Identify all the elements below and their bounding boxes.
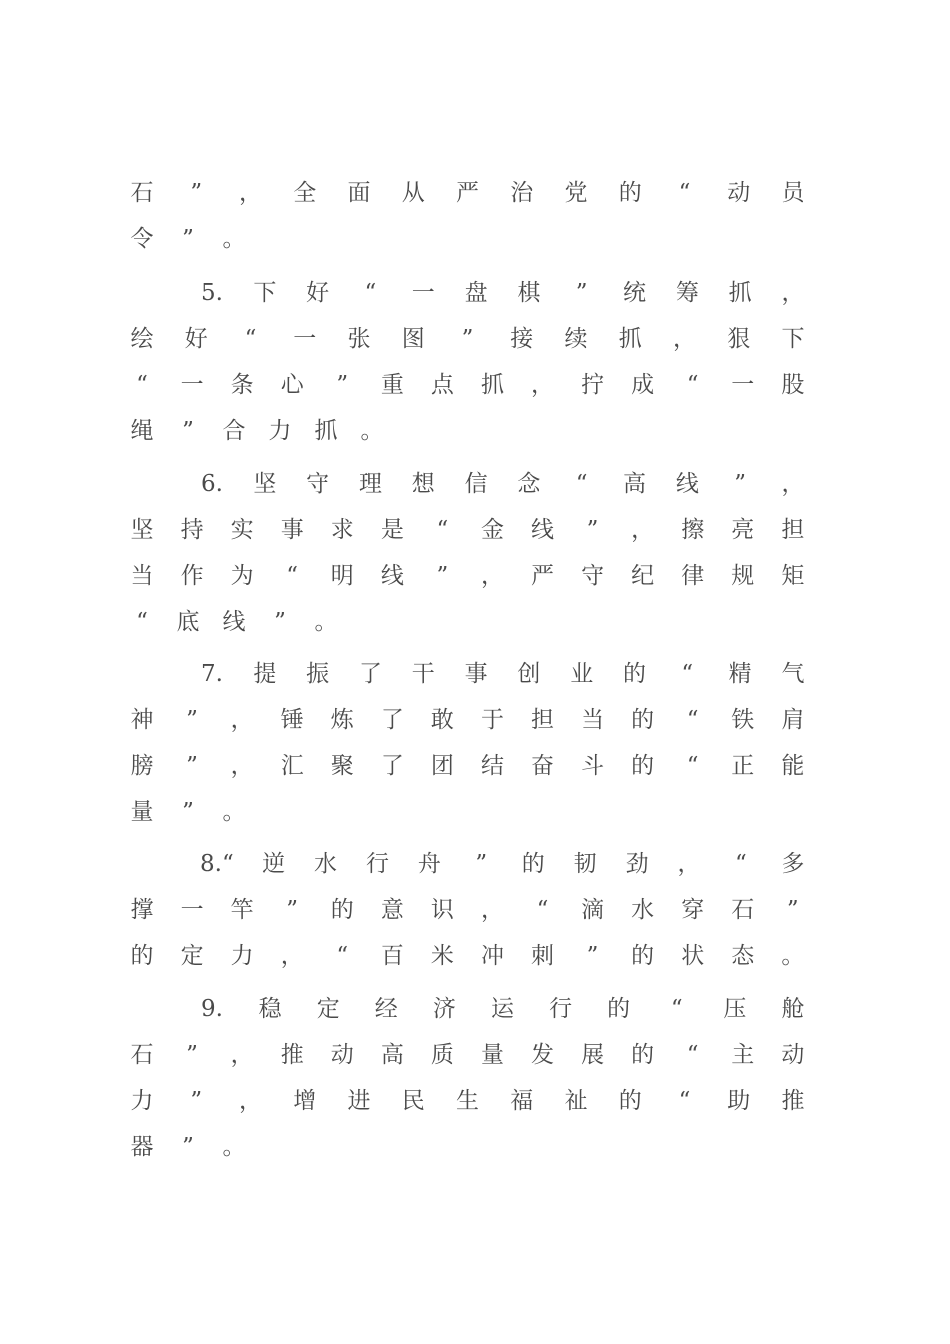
text-glyph: 增 <box>293 1088 317 1114</box>
paragraph-line <box>130 221 805 257</box>
text-glyph: 斗 <box>581 753 605 779</box>
text-glyph: ， <box>673 326 696 352</box>
text-glyph: 金 <box>480 517 504 543</box>
text-glyph: 水 <box>631 897 655 923</box>
text-glyph: 条 <box>230 372 254 398</box>
text-glyph: 石 <box>130 180 154 206</box>
paragraph-line <box>130 1129 805 1165</box>
text-glyph: 业 <box>570 661 594 687</box>
text-glyph: 穿 <box>681 897 705 923</box>
text-glyph: “ <box>336 943 349 969</box>
text-glyph: ， <box>631 517 655 543</box>
text-glyph: 律 <box>681 563 705 589</box>
text-glyph: ” <box>575 280 588 306</box>
text-glyph: 合 <box>222 418 246 444</box>
text-glyph: 了 <box>380 707 404 733</box>
paragraph-line <box>130 1037 805 1073</box>
text-glyph: ” <box>461 326 474 352</box>
text-glyph: 线 <box>380 563 404 589</box>
text-glyph: ， <box>531 372 554 398</box>
text-glyph: 张 <box>347 326 371 352</box>
paragraph-line <box>130 604 805 640</box>
text-glyph: 好 <box>306 280 330 306</box>
text-glyph: 抓 <box>314 418 338 444</box>
paragraph-line <box>130 938 805 974</box>
text-glyph: 抓 <box>728 280 752 306</box>
text-glyph: 员 <box>781 180 805 206</box>
paragraph-line <box>130 794 805 830</box>
text-glyph: 的 <box>618 1088 642 1114</box>
text-glyph: 筹 <box>675 280 699 306</box>
text-glyph: 线 <box>675 471 699 497</box>
text-glyph: ” <box>182 226 194 252</box>
text-glyph: 擦 <box>681 517 705 543</box>
text-glyph: 。 <box>781 943 805 969</box>
text-glyph: ” <box>186 707 198 733</box>
text-glyph: 生 <box>456 1088 479 1114</box>
text-glyph: 重 <box>380 372 404 398</box>
text-glyph: “ <box>575 471 588 497</box>
text-glyph: 为 <box>230 563 254 589</box>
text-glyph: ” <box>190 1088 203 1114</box>
text-glyph: 抓 <box>480 372 504 398</box>
text-glyph: 量 <box>480 1042 504 1068</box>
text-glyph: 求 <box>330 517 354 543</box>
text-glyph: ” <box>274 609 286 635</box>
text-glyph: ” <box>190 180 203 206</box>
text-glyph: 严 <box>531 563 554 589</box>
text-glyph: 。 <box>360 418 384 444</box>
text-glyph: ” <box>186 753 198 779</box>
text-glyph: 绘 <box>130 326 154 352</box>
text-glyph: 压 <box>723 996 747 1022</box>
text-glyph: ” <box>475 851 488 877</box>
text-glyph: 冲 <box>480 943 504 969</box>
text-glyph: 事 <box>280 517 304 543</box>
text-glyph: 气 <box>781 661 805 687</box>
text-glyph: 下 <box>781 326 805 352</box>
text-glyph: ” <box>586 517 599 543</box>
text-glyph: 一 <box>180 372 204 398</box>
text-glyph: 线 <box>222 609 246 635</box>
text-glyph: 创 <box>517 661 541 687</box>
text-glyph: ， <box>230 707 254 733</box>
text-glyph: 棋 <box>517 280 541 306</box>
text-glyph: 。 <box>222 799 246 825</box>
paragraph-line <box>130 892 805 928</box>
text-glyph: 明 <box>330 563 354 589</box>
text-glyph: 8.“ <box>200 851 234 877</box>
text-glyph: 结 <box>480 753 504 779</box>
text-glyph: 米 <box>430 943 454 969</box>
text-glyph: 敢 <box>430 707 454 733</box>
text-glyph: 股 <box>781 372 805 398</box>
text-glyph: 。 <box>222 1134 246 1160</box>
text-glyph: ” <box>182 418 194 444</box>
text-glyph: ， <box>239 180 262 206</box>
text-glyph: 石 <box>731 897 755 923</box>
text-glyph: 石 <box>130 1042 154 1068</box>
text-glyph: 福 <box>510 1088 534 1114</box>
text-glyph: ， <box>280 943 304 969</box>
text-glyph: 撑 <box>130 897 154 923</box>
text-glyph: 纪 <box>631 563 655 589</box>
text-glyph: 想 <box>411 471 435 497</box>
text-glyph: “ <box>678 1088 691 1114</box>
text-glyph: 。 <box>314 609 338 635</box>
paragraph-line <box>130 175 805 211</box>
text-glyph: ， <box>230 1042 254 1068</box>
text-glyph: 规 <box>731 563 755 589</box>
text-glyph: 定 <box>316 996 340 1022</box>
text-glyph: 民 <box>401 1088 425 1114</box>
text-glyph: 实 <box>230 517 254 543</box>
text-glyph: 竿 <box>230 897 254 923</box>
text-glyph: 助 <box>727 1088 751 1114</box>
text-glyph: 经 <box>374 996 398 1022</box>
text-glyph: 成 <box>631 372 655 398</box>
text-glyph: 矩 <box>781 563 805 589</box>
text-glyph: “ <box>364 280 377 306</box>
text-glyph: 念 <box>517 471 541 497</box>
text-glyph: 于 <box>480 707 504 733</box>
text-glyph: 行 <box>549 996 573 1022</box>
text-glyph: 展 <box>581 1042 605 1068</box>
text-glyph: 奋 <box>531 753 554 779</box>
text-glyph: 盘 <box>464 280 488 306</box>
text-glyph: 汇 <box>280 753 304 779</box>
text-glyph: 聚 <box>330 753 354 779</box>
text-glyph: 能 <box>781 753 805 779</box>
text-glyph: 质 <box>430 1042 454 1068</box>
text-glyph: ” <box>336 372 349 398</box>
text-glyph: 舟 <box>417 851 441 877</box>
text-glyph: ， <box>480 897 504 923</box>
text-glyph: 图 <box>401 326 425 352</box>
text-glyph: 力 <box>130 1088 154 1114</box>
text-glyph: 推 <box>781 1088 805 1114</box>
paragraph-line <box>130 748 805 784</box>
text-glyph: 理 <box>358 471 382 497</box>
text-glyph: 肩 <box>781 707 805 733</box>
text-glyph: “ <box>136 609 148 635</box>
text-glyph: 精 <box>728 661 752 687</box>
text-glyph: 动 <box>330 1042 354 1068</box>
text-glyph: “ <box>681 661 694 687</box>
text-glyph: 狠 <box>727 326 751 352</box>
paragraph-first-line <box>200 275 805 311</box>
text-glyph: 底 <box>176 609 200 635</box>
text-glyph: 9. <box>201 996 223 1022</box>
text-glyph: 全 <box>293 180 317 206</box>
text-glyph: “ <box>686 1042 699 1068</box>
text-glyph: 识 <box>430 897 454 923</box>
paragraph-line <box>130 321 805 357</box>
text-glyph: ， <box>677 851 701 877</box>
text-glyph: “ <box>670 996 683 1022</box>
text-glyph: “ <box>686 707 699 733</box>
text-glyph: “ <box>136 372 148 398</box>
text-glyph: 续 <box>564 326 588 352</box>
text-glyph: 担 <box>531 707 554 733</box>
text-glyph: ” <box>436 563 449 589</box>
text-glyph: “ <box>286 563 299 589</box>
text-glyph: 。 <box>222 226 246 252</box>
text-glyph: 稳 <box>258 996 282 1022</box>
text-glyph: 严 <box>456 180 479 206</box>
text-glyph: ” <box>186 1042 198 1068</box>
text-glyph: 亮 <box>731 517 755 543</box>
text-glyph: “ <box>244 326 257 352</box>
text-glyph: 行 <box>365 851 389 877</box>
text-glyph: ” <box>182 1134 194 1160</box>
text-glyph: 的 <box>623 661 646 687</box>
text-glyph: ， <box>239 1088 262 1114</box>
text-glyph: 锤 <box>280 707 304 733</box>
text-glyph: 了 <box>358 661 382 687</box>
text-glyph: 一 <box>293 326 317 352</box>
text-glyph: 一 <box>731 372 755 398</box>
text-glyph: 抓 <box>618 326 642 352</box>
text-glyph: 高 <box>623 471 646 497</box>
text-glyph: 祉 <box>564 1088 588 1114</box>
text-glyph: 器 <box>130 1134 154 1160</box>
text-glyph: 主 <box>731 1042 755 1068</box>
paragraph-first-line <box>200 991 805 1027</box>
text-glyph: 推 <box>280 1042 304 1068</box>
text-glyph: 的 <box>631 753 655 779</box>
text-glyph: 发 <box>531 1042 554 1068</box>
text-glyph: “ <box>678 180 691 206</box>
text-glyph: “ <box>686 753 699 779</box>
text-glyph: 态 <box>731 943 755 969</box>
text-glyph: 守 <box>581 563 605 589</box>
text-glyph: 拧 <box>581 372 605 398</box>
text-glyph: 状 <box>681 943 705 969</box>
text-glyph: 持 <box>180 517 204 543</box>
text-glyph: 定 <box>180 943 204 969</box>
text-glyph: 神 <box>130 707 154 733</box>
text-glyph: ” <box>586 943 599 969</box>
text-glyph: 水 <box>314 851 338 877</box>
text-glyph: 劲 <box>625 851 649 877</box>
text-glyph: 正 <box>731 753 755 779</box>
text-glyph: 治 <box>510 180 534 206</box>
text-glyph: ， <box>230 753 254 779</box>
text-glyph: 点 <box>430 372 454 398</box>
text-glyph: 滴 <box>581 897 605 923</box>
text-glyph: 力 <box>230 943 254 969</box>
text-glyph: 的 <box>130 943 154 969</box>
text-glyph: 的 <box>607 996 631 1022</box>
text-glyph: 好 <box>184 326 208 352</box>
paragraph-line <box>130 702 805 738</box>
text-glyph: ” <box>734 471 746 497</box>
text-glyph: 担 <box>781 517 805 543</box>
text-glyph: 炼 <box>330 707 354 733</box>
text-glyph: 了 <box>380 753 404 779</box>
text-glyph: 高 <box>380 1042 404 1068</box>
text-glyph: 济 <box>432 996 456 1022</box>
text-glyph: 心 <box>280 372 304 398</box>
paragraph-first-line <box>200 846 805 882</box>
text-glyph: 绳 <box>130 418 154 444</box>
text-glyph: 百 <box>380 943 404 969</box>
text-glyph: 团 <box>430 753 454 779</box>
text-glyph: 令 <box>130 226 154 252</box>
paragraph-first-line <box>200 466 805 502</box>
text-glyph: 量 <box>130 799 154 825</box>
text-glyph: 的 <box>631 1042 655 1068</box>
text-glyph: 事 <box>464 661 488 687</box>
text-glyph: 7. <box>201 661 223 687</box>
text-glyph: 的 <box>631 943 655 969</box>
text-glyph: 干 <box>411 661 435 687</box>
text-glyph: 的 <box>631 707 655 733</box>
text-glyph: “ <box>735 851 747 877</box>
text-glyph: ， <box>480 563 504 589</box>
text-glyph: 提 <box>253 661 277 687</box>
text-glyph: 守 <box>306 471 330 497</box>
text-glyph: 铁 <box>731 707 755 733</box>
text-glyph: 接 <box>510 326 534 352</box>
text-glyph: 线 <box>531 517 554 543</box>
text-glyph: 膀 <box>130 753 154 779</box>
text-glyph: 动 <box>727 180 751 206</box>
text-glyph: 统 <box>623 280 646 306</box>
text-glyph: 坚 <box>253 471 277 497</box>
text-glyph: ” <box>286 897 299 923</box>
text-glyph: 多 <box>781 851 805 877</box>
text-glyph: 舱 <box>781 996 805 1022</box>
text-glyph: 当 <box>581 707 605 733</box>
paragraph-line <box>130 558 805 594</box>
text-glyph: 意 <box>380 897 404 923</box>
text-glyph: 下 <box>253 280 277 306</box>
text-glyph: 刺 <box>531 943 554 969</box>
text-glyph: 动 <box>781 1042 805 1068</box>
text-glyph: “ <box>536 897 549 923</box>
text-glyph: 当 <box>130 563 154 589</box>
text-glyph: 面 <box>347 180 371 206</box>
text-glyph: 党 <box>564 180 588 206</box>
text-glyph: 从 <box>401 180 425 206</box>
text-glyph: 运 <box>490 996 514 1022</box>
text-glyph: 信 <box>464 471 488 497</box>
text-glyph: ” <box>786 897 799 923</box>
text-glyph: 韧 <box>573 851 597 877</box>
text-glyph: 5. <box>201 280 223 306</box>
paragraph-first-line <box>200 656 805 692</box>
text-glyph: ， <box>781 471 805 497</box>
text-glyph: 力 <box>268 418 292 444</box>
paragraph-line <box>130 512 805 548</box>
text-glyph: ” <box>182 799 194 825</box>
paragraph-line <box>130 1083 805 1119</box>
paragraph-line <box>130 413 805 449</box>
text-glyph: “ <box>436 517 449 543</box>
paragraph-line <box>130 367 805 403</box>
text-glyph: 坚 <box>130 517 154 543</box>
text-glyph: 的 <box>618 180 642 206</box>
text-glyph: 的 <box>330 897 354 923</box>
text-glyph: “ <box>686 372 699 398</box>
text-glyph: ， <box>781 280 805 306</box>
text-glyph: 逆 <box>262 851 286 877</box>
text-glyph: 一 <box>180 897 204 923</box>
text-glyph: 进 <box>347 1088 371 1114</box>
text-glyph: 的 <box>521 851 545 877</box>
text-glyph: 是 <box>380 517 404 543</box>
text-glyph: 作 <box>180 563 204 589</box>
text-glyph: 振 <box>306 661 330 687</box>
text-glyph: 6. <box>201 471 223 497</box>
text-glyph: 一 <box>411 280 435 306</box>
